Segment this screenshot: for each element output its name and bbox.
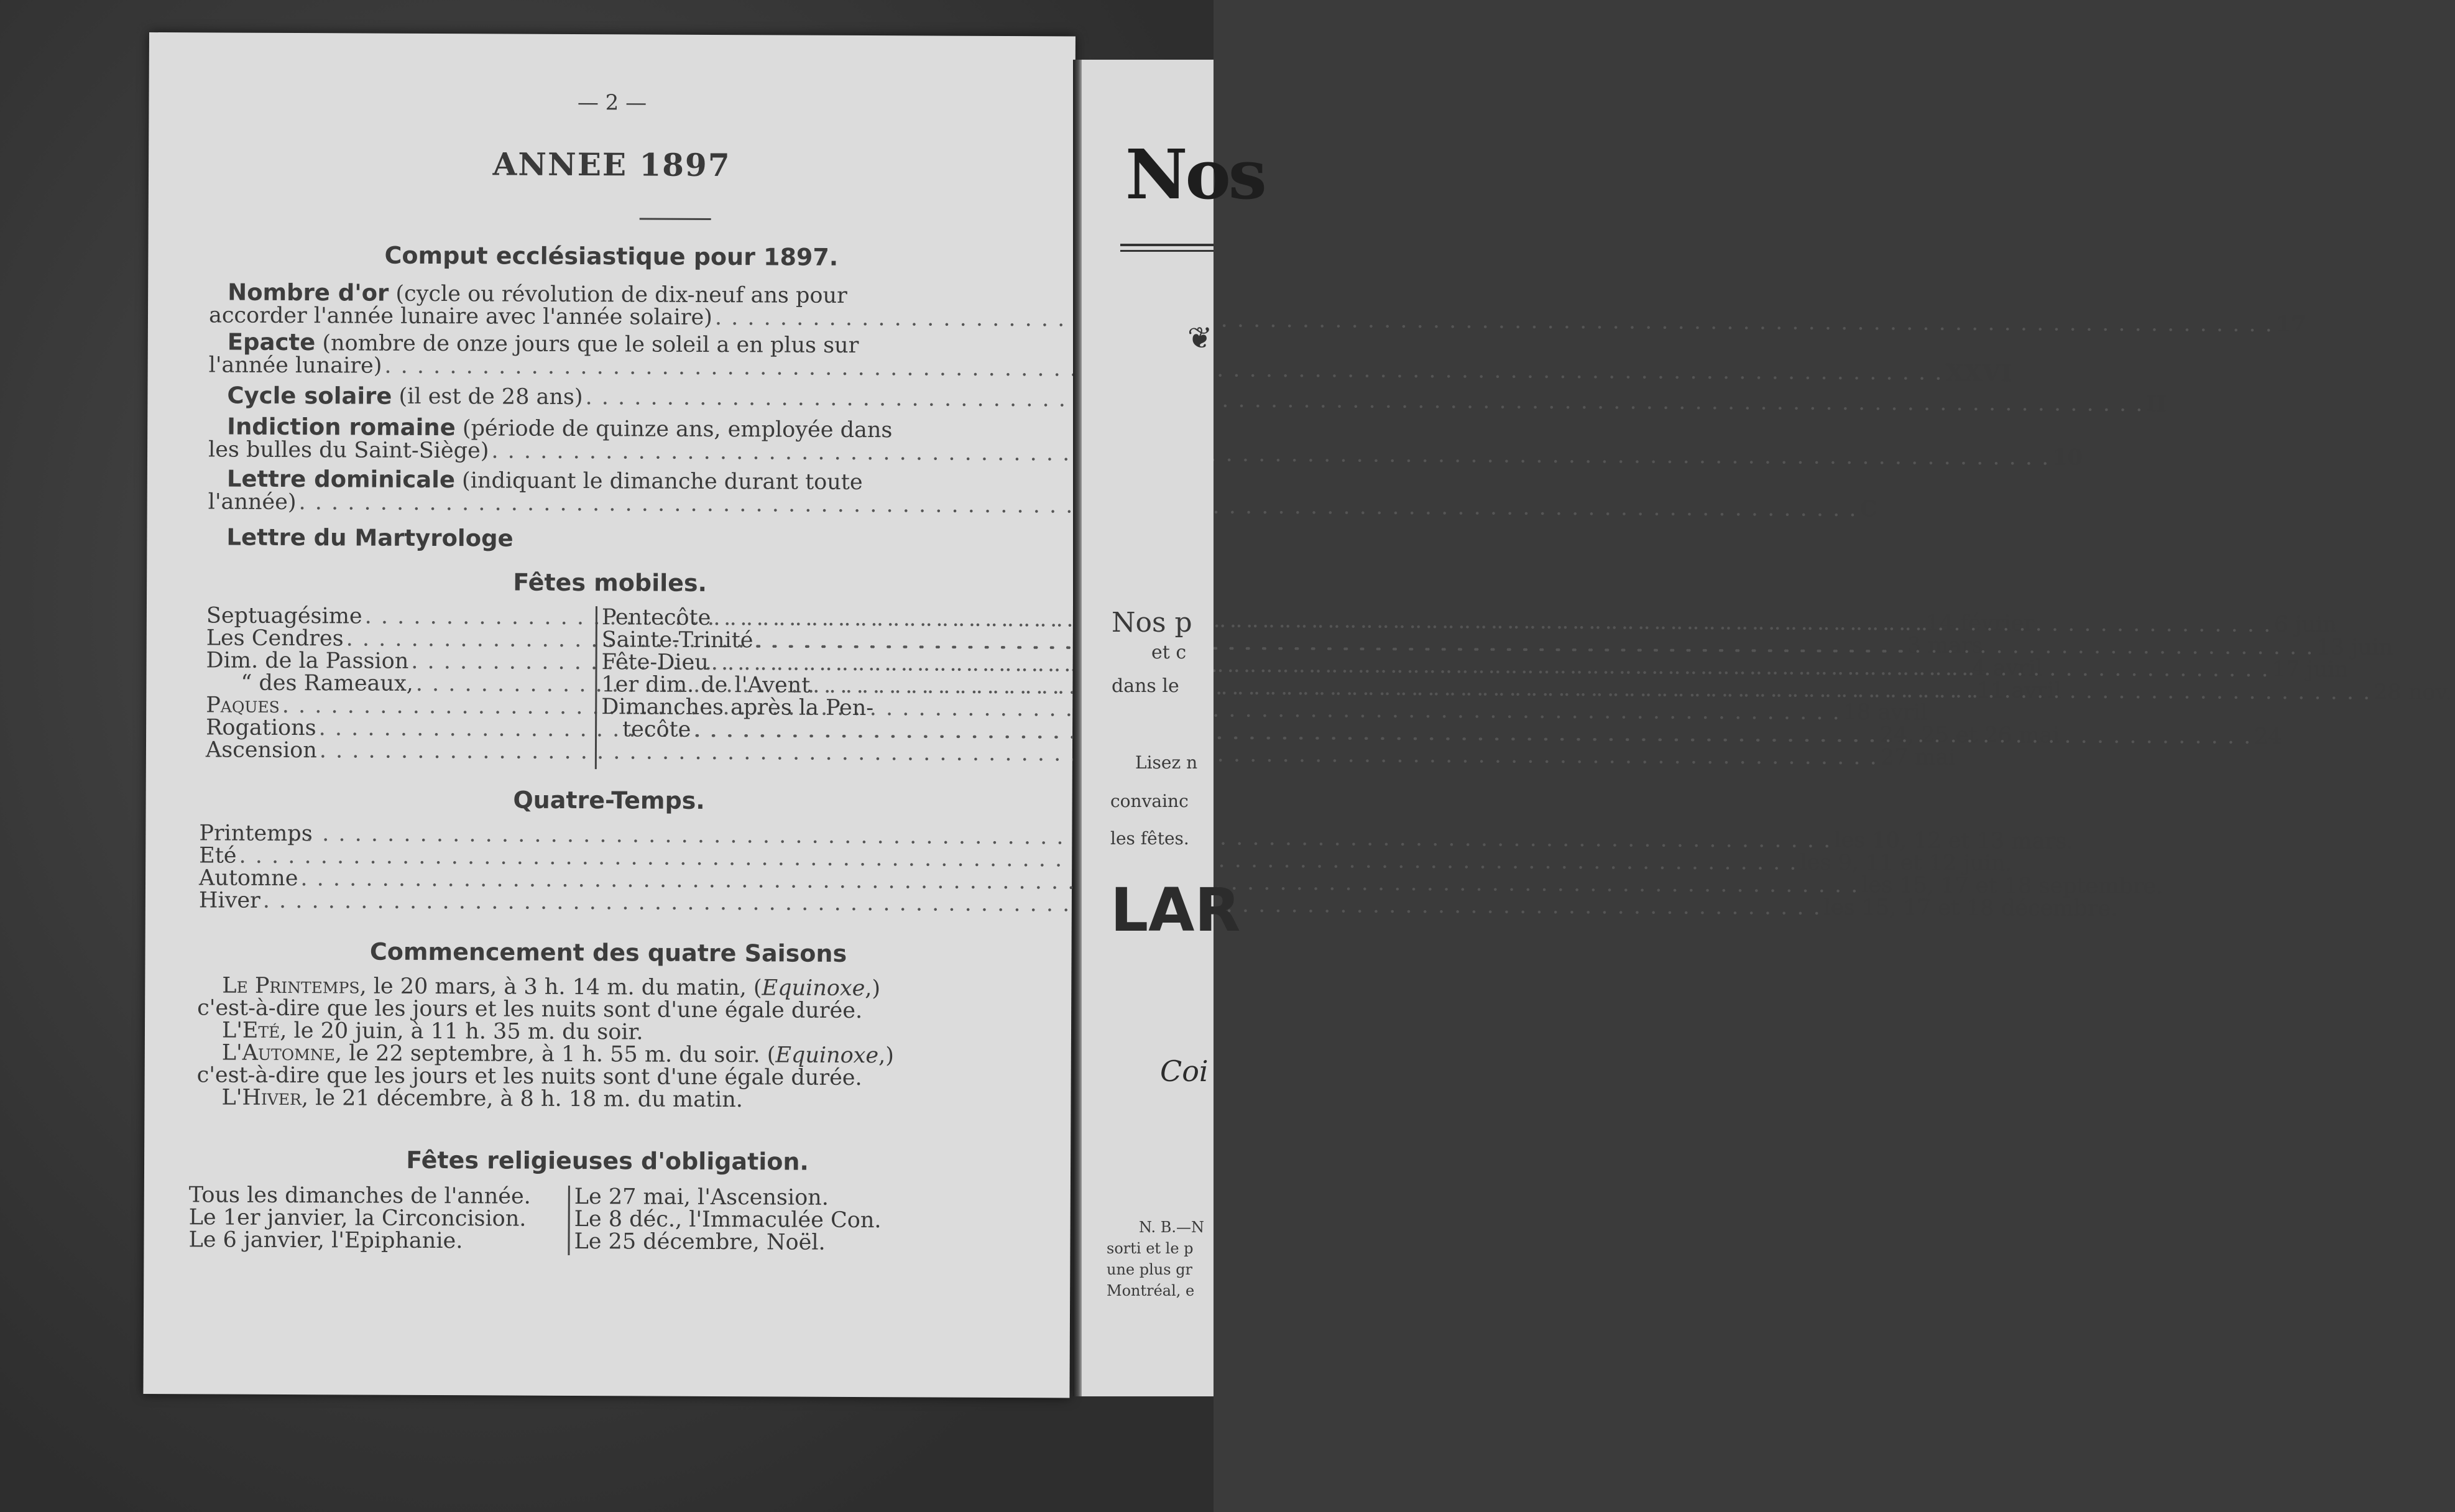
- fetes-mobiles-heading: Fêtes mobiles.: [513, 568, 707, 597]
- list-item: 1er dim. de l'Avent . . . 28 nov.: [601, 673, 928, 697]
- list-item: Le 1er janvier, la Circoncision.: [188, 1205, 527, 1232]
- obligation-heading: Fêtes religieuses d'obligation.: [406, 1146, 809, 1176]
- page-title: ANNEE 1897: [492, 145, 731, 184]
- right-big-heading: LAR: [1110, 875, 1241, 945]
- list-item: Le 8 déc., l'Immaculée Con.: [574, 1207, 882, 1233]
- list-item: Eté . . . les 9, 11 et 12 juin.: [199, 844, 870, 870]
- quatre-temps-heading: Quatre-Temps.: [513, 786, 705, 814]
- list-item: Le 27 mai, l'Ascension.: [574, 1184, 829, 1210]
- title-rule: [640, 218, 711, 220]
- list-item: Printemps . . . les 10, 12 et 13 mars.: [199, 822, 870, 847]
- list-item: Le 6 janvier, l'Epiphanie.: [188, 1227, 463, 1254]
- right-line: Nos p: [1112, 607, 1192, 638]
- right-line: Lisez n: [1135, 752, 1198, 773]
- comput-item-nombre-dor: Nombre d'or (cycle ou révolution de dix-neuf ans pour accorder l'année lunaire avec l'année solaire) . . . 17: [209, 281, 930, 330]
- right-line: dans le: [1112, 675, 1179, 697]
- right-script-text: Coi: [1160, 1054, 1209, 1088]
- comput-item-epacte: Epacte (nombre de onze jours que le soleil a en plus sur l'année lunaire) . . . XXVI: [209, 331, 930, 379]
- right-line: les fêtes.: [1110, 828, 1189, 849]
- title-rule: [1120, 244, 1214, 246]
- list-item: Hiver . . . les 15, 17 et 18 décembre.: [199, 889, 870, 915]
- list-item: Tous les dimanches de l'année.: [188, 1182, 531, 1209]
- list-item: “ des Rameaux, . . . 11 avril: [206, 671, 591, 696]
- ornament-icon: ❦: [1187, 321, 1213, 356]
- page-number: — 2 —: [577, 90, 647, 116]
- comput-item-martyrologe: Lettre du Martyrologe: [226, 523, 514, 552]
- comput-item-indiction: Indiction romaine (période de quinze ans, employée dans les bulles du Saint-Siège) . . . 10: [208, 415, 929, 464]
- right-line: convainc: [1110, 791, 1189, 811]
- right-page-title: Nos: [1125, 134, 1264, 214]
- list-item: Le 25 décembre, Noël.: [574, 1229, 826, 1255]
- list-item: Septuagésime . . . 14 février: [206, 604, 592, 629]
- obligation-right-column: [574, 1186, 922, 1254]
- title-rule: [1120, 250, 1214, 252]
- right-line: et c: [1151, 642, 1187, 663]
- comput-heading: Comput ecclésiastique pour 1897.: [384, 241, 839, 271]
- right-nb-line: N. B.—N: [1139, 1219, 1204, 1236]
- obligation-left-column: [188, 1184, 561, 1253]
- list-item: Sainte-Trinité . . . 13 juin: [602, 629, 928, 652]
- saisons-paragraph: Le Printemps, le 20 mars, à 3 h. 14 m. du matin, (Equinoxe,) c'est-à-dire que les jours et les nuits sont d'une égale durée. L'Eté, le 20 juin, à 11 h. 35 m. du soir. L'Automne, le 22 septembre, à 1 h. 55 m. du soir. (Equinoxe,) c'est-à-dire que les jours et les nuits sont d'une égale durée. L'Hiver, le 21 décembre, à 8 h. 18 m. du matin.: [196, 973, 895, 1113]
- list-item: Dimanches après la Pen-: [601, 694, 874, 721]
- right-nb-line: sorti et le p: [1107, 1240, 1194, 1257]
- list-item: Automne . . . les 15, 17 et 18 septembre.: [199, 867, 870, 892]
- list-item: Ascension . . . 27 mai: [206, 739, 591, 763]
- list-item: Paques . . . 18 avril: [206, 694, 591, 718]
- list-item: Les Cendres . . . 3 mars: [206, 627, 592, 651]
- comput-item-cycle-solaire: Cycle solaire (il est de 28 ans) . . . II: [208, 384, 929, 410]
- list-item: Rogations . . . 24, 25 et 26 mai: [206, 716, 591, 740]
- column-divider: [568, 1186, 569, 1255]
- list-item: tecôte . . . 24: [601, 718, 928, 742]
- comput-item-lettre-dominicale: Lettre dominicale (indiquant le dimanche durant toute l'année) . . . C: [208, 468, 929, 516]
- list-item: Dim. de la Passion . . . 4 avril: [206, 649, 592, 673]
- right-page: [1082, 60, 1264, 1396]
- saisons-heading: Commencement des quatre Saisons: [369, 938, 847, 967]
- list-item: Pentecôte . . . 6 juin: [602, 606, 928, 630]
- list-item: Fête-Dieu . . . 17 juin: [602, 651, 928, 675]
- page-fold: [1073, 60, 1082, 1396]
- right-nb-line: une plus gr: [1107, 1261, 1193, 1278]
- right-nb-line: Montréal, e: [1107, 1282, 1195, 1299]
